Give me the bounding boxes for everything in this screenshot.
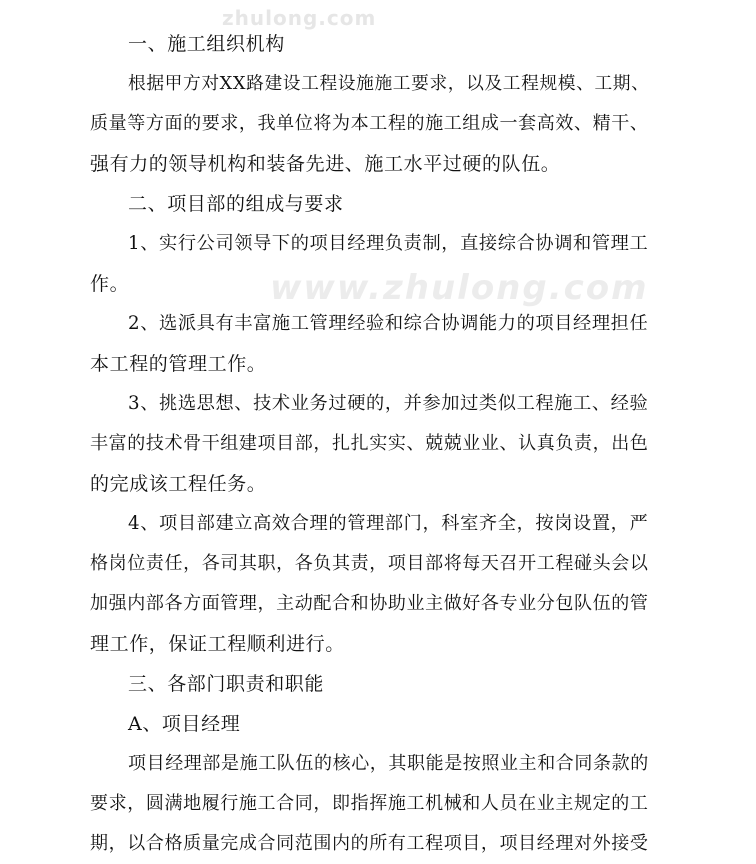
heading-section-3: 三、各部门职责和职能: [128, 673, 325, 695]
paragraph-line: 丰富的技术骨干组建项目部，扎扎实实、兢兢业业、认真负责，出色: [90, 433, 649, 454]
paragraph-line: 强有力的领导机构和装备先进、施工水平过硬的队伍。: [90, 153, 561, 175]
paragraph-line: 3、挑选思想、技术业务过硬的，并参加过类似工程施工、经验: [128, 393, 649, 414]
paragraph-line: 4、项目部建立高效合理的管理部门，科室齐全，按岗设置，严: [128, 513, 649, 534]
paragraph-line: 作。: [90, 273, 130, 295]
heading-section-2: 二、项目部的组成与要求: [128, 193, 344, 215]
heading-subsection-a: A、项目经理: [128, 713, 241, 735]
heading-section-1: 一、施工组织机构: [128, 33, 285, 55]
paragraph-line: 2、选派具有丰富施工管理经验和综合协调能力的项目经理担任: [128, 313, 649, 334]
paragraph-line: 期，以合格质量完成合同范围内的所有工程项目，项目经理对外接受: [90, 833, 649, 854]
paragraph-line: 格岗位责任，各司其职，各负其责，项目部将每天召开工程碰头会以: [90, 553, 649, 574]
paragraph-line: 1、实行公司领导下的项目经理负责制，直接综合协调和管理工: [128, 233, 649, 254]
paragraph-line: 理工作，保证工程顺利进行。: [90, 633, 345, 655]
paragraph-line: 要求，圆满地履行施工合同，即指挥施工机械和人员在业主规定的工: [90, 793, 649, 814]
watermark-middle: www.zhulong.com: [270, 268, 649, 308]
paragraph-line: 的完成该工程任务。: [90, 473, 267, 495]
paragraph-line: 加强内部各方面管理，主动配合和协助业主做好各专业分包队伍的管: [90, 593, 649, 614]
paragraph-line: 根据甲方对XX路建设工程设施施工要求，以及工程规模、工期、: [128, 74, 650, 94]
paragraph-line: 质量等方面的要求，我单位将为本工程的施工组成一套高效、精干、: [90, 113, 649, 134]
watermark-top: zhulong.com: [222, 6, 377, 30]
paragraph-line: 本工程的管理工作。: [90, 353, 267, 375]
paragraph-line: 项目经理部是施工队伍的核心，其职能是按照业主和合同条款的: [128, 753, 649, 774]
